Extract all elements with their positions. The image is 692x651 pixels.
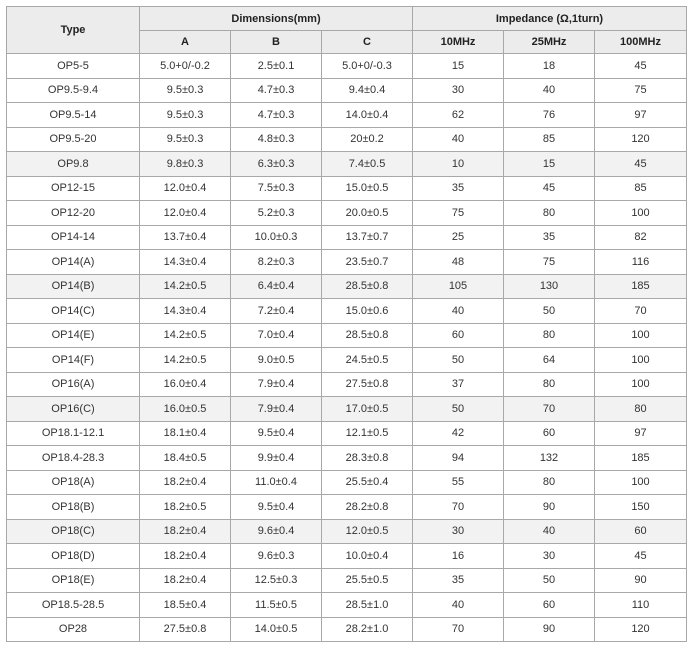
imp-25mhz-cell: 60 bbox=[504, 593, 595, 618]
table-row bbox=[7, 127, 687, 152]
imp-10mhz-cell: 94 bbox=[413, 446, 504, 471]
imp-10mhz-cell: 70 bbox=[413, 617, 504, 642]
dim-a-cell: 13.7±0.4 bbox=[140, 225, 231, 250]
imp-100mhz-cell: 70 bbox=[595, 299, 687, 324]
imp-25mhz-cell: 40 bbox=[504, 519, 595, 544]
table-header bbox=[7, 7, 687, 54]
header-dim-c: C bbox=[322, 31, 413, 54]
imp-100mhz-cell: 97 bbox=[595, 421, 687, 446]
dim-a-cell: 14.2±0.5 bbox=[140, 323, 231, 348]
spec-table-container bbox=[6, 6, 687, 642]
imp-100mhz-cell: 85 bbox=[595, 176, 687, 201]
imp-25mhz-cell: 76 bbox=[504, 103, 595, 128]
header-dim-b: B bbox=[231, 31, 322, 54]
table-row bbox=[7, 152, 687, 177]
imp-25mhz-cell: 50 bbox=[504, 299, 595, 324]
dim-b-cell: 9.0±0.5 bbox=[231, 348, 322, 373]
dim-a-cell: 18.2±0.4 bbox=[140, 519, 231, 544]
imp-10mhz-cell: 40 bbox=[413, 593, 504, 618]
dim-c-cell: 28.5±1.0 bbox=[322, 593, 413, 618]
table-row bbox=[7, 348, 687, 373]
imp-100mhz-cell: 100 bbox=[595, 323, 687, 348]
table-row bbox=[7, 470, 687, 495]
type-cell: OP14(B) bbox=[7, 274, 140, 299]
imp-25mhz-cell: 35 bbox=[504, 225, 595, 250]
dim-c-cell: 5.0+0/-0.3 bbox=[322, 54, 413, 79]
dim-a-cell: 9.8±0.3 bbox=[140, 152, 231, 177]
dim-a-cell: 12.0±0.4 bbox=[140, 176, 231, 201]
type-cell: OP18.4-28.3 bbox=[7, 446, 140, 471]
type-cell: OP14(C) bbox=[7, 299, 140, 324]
header-dimensions: Dimensions(mm) bbox=[140, 7, 413, 31]
imp-100mhz-cell: 60 bbox=[595, 519, 687, 544]
imp-100mhz-cell: 100 bbox=[595, 372, 687, 397]
imp-25mhz-cell: 80 bbox=[504, 323, 595, 348]
table-row bbox=[7, 495, 687, 520]
imp-25mhz-cell: 15 bbox=[504, 152, 595, 177]
type-cell: OP14-14 bbox=[7, 225, 140, 250]
dim-c-cell: 20±0.2 bbox=[322, 127, 413, 152]
type-cell: OP9.5-9.4 bbox=[7, 78, 140, 103]
table-row bbox=[7, 421, 687, 446]
dim-b-cell: 6.4±0.4 bbox=[231, 274, 322, 299]
imp-10mhz-cell: 16 bbox=[413, 544, 504, 569]
dim-c-cell: 25.5±0.4 bbox=[322, 470, 413, 495]
imp-10mhz-cell: 30 bbox=[413, 78, 504, 103]
dim-c-cell: 24.5±0.5 bbox=[322, 348, 413, 373]
imp-10mhz-cell: 30 bbox=[413, 519, 504, 544]
imp-100mhz-cell: 45 bbox=[595, 54, 687, 79]
dim-c-cell: 13.7±0.7 bbox=[322, 225, 413, 250]
type-cell: OP18(C) bbox=[7, 519, 140, 544]
type-cell: OP9.5-14 bbox=[7, 103, 140, 128]
dim-b-cell: 4.8±0.3 bbox=[231, 127, 322, 152]
dim-c-cell: 12.1±0.5 bbox=[322, 421, 413, 446]
imp-100mhz-cell: 185 bbox=[595, 274, 687, 299]
imp-25mhz-cell: 18 bbox=[504, 54, 595, 79]
imp-10mhz-cell: 50 bbox=[413, 348, 504, 373]
table-row bbox=[7, 103, 687, 128]
type-cell: OP14(E) bbox=[7, 323, 140, 348]
table-row bbox=[7, 176, 687, 201]
imp-25mhz-cell: 80 bbox=[504, 201, 595, 226]
header-imp-25mhz: 25MHz bbox=[504, 31, 595, 54]
imp-100mhz-cell: 97 bbox=[595, 103, 687, 128]
type-cell: OP12-15 bbox=[7, 176, 140, 201]
type-cell: OP12-20 bbox=[7, 201, 140, 226]
dim-a-cell: 5.0+0/-0.2 bbox=[140, 54, 231, 79]
imp-10mhz-cell: 10 bbox=[413, 152, 504, 177]
table-row bbox=[7, 568, 687, 593]
dim-c-cell: 28.3±0.8 bbox=[322, 446, 413, 471]
header-type: Type bbox=[7, 7, 140, 54]
dim-c-cell: 15.0±0.6 bbox=[322, 299, 413, 324]
type-cell: OP18.5-28.5 bbox=[7, 593, 140, 618]
dim-b-cell: 7.9±0.4 bbox=[231, 397, 322, 422]
dim-a-cell: 18.4±0.5 bbox=[140, 446, 231, 471]
type-cell: OP5-5 bbox=[7, 54, 140, 79]
dim-a-cell: 14.2±0.5 bbox=[140, 274, 231, 299]
table-row bbox=[7, 299, 687, 324]
imp-10mhz-cell: 15 bbox=[413, 54, 504, 79]
header-impedance: Impedance (Ω,1turn) bbox=[413, 7, 687, 31]
dim-b-cell: 7.5±0.3 bbox=[231, 176, 322, 201]
dim-b-cell: 10.0±0.3 bbox=[231, 225, 322, 250]
imp-25mhz-cell: 50 bbox=[504, 568, 595, 593]
table-row bbox=[7, 446, 687, 471]
imp-25mhz-cell: 75 bbox=[504, 250, 595, 275]
type-cell: OP28 bbox=[7, 617, 140, 642]
dim-c-cell: 27.5±0.8 bbox=[322, 372, 413, 397]
dim-a-cell: 18.2±0.4 bbox=[140, 470, 231, 495]
header-dim-a: A bbox=[140, 31, 231, 54]
type-cell: OP18(E) bbox=[7, 568, 140, 593]
imp-10mhz-cell: 40 bbox=[413, 127, 504, 152]
imp-25mhz-cell: 80 bbox=[504, 372, 595, 397]
table-row bbox=[7, 250, 687, 275]
dim-b-cell: 11.5±0.5 bbox=[231, 593, 322, 618]
type-cell: OP14(A) bbox=[7, 250, 140, 275]
table-row bbox=[7, 544, 687, 569]
dim-a-cell: 18.2±0.5 bbox=[140, 495, 231, 520]
imp-25mhz-cell: 85 bbox=[504, 127, 595, 152]
imp-25mhz-cell: 64 bbox=[504, 348, 595, 373]
table-row bbox=[7, 201, 687, 226]
imp-10mhz-cell: 37 bbox=[413, 372, 504, 397]
dim-a-cell: 27.5±0.8 bbox=[140, 617, 231, 642]
imp-10mhz-cell: 40 bbox=[413, 299, 504, 324]
dim-b-cell: 9.5±0.4 bbox=[231, 421, 322, 446]
dim-c-cell: 10.0±0.4 bbox=[322, 544, 413, 569]
imp-100mhz-cell: 75 bbox=[595, 78, 687, 103]
spec-table bbox=[6, 6, 687, 642]
table-row bbox=[7, 593, 687, 618]
table-row bbox=[7, 397, 687, 422]
dim-c-cell: 7.4±0.5 bbox=[322, 152, 413, 177]
dim-b-cell: 9.5±0.4 bbox=[231, 495, 322, 520]
dim-c-cell: 28.2±1.0 bbox=[322, 617, 413, 642]
imp-25mhz-cell: 132 bbox=[504, 446, 595, 471]
dim-b-cell: 7.0±0.4 bbox=[231, 323, 322, 348]
type-cell: OP9.8 bbox=[7, 152, 140, 177]
dim-c-cell: 9.4±0.4 bbox=[322, 78, 413, 103]
dim-b-cell: 14.0±0.5 bbox=[231, 617, 322, 642]
type-cell: OP18(A) bbox=[7, 470, 140, 495]
imp-25mhz-cell: 90 bbox=[504, 617, 595, 642]
dim-b-cell: 8.2±0.3 bbox=[231, 250, 322, 275]
dim-a-cell: 9.5±0.3 bbox=[140, 103, 231, 128]
imp-25mhz-cell: 80 bbox=[504, 470, 595, 495]
dim-c-cell: 20.0±0.5 bbox=[322, 201, 413, 226]
imp-25mhz-cell: 60 bbox=[504, 421, 595, 446]
dim-c-cell: 23.5±0.7 bbox=[322, 250, 413, 275]
dim-b-cell: 9.9±0.4 bbox=[231, 446, 322, 471]
table-row bbox=[7, 225, 687, 250]
type-cell: OP18.1-12.1 bbox=[7, 421, 140, 446]
type-cell: OP16(A) bbox=[7, 372, 140, 397]
imp-100mhz-cell: 120 bbox=[595, 127, 687, 152]
imp-100mhz-cell: 120 bbox=[595, 617, 687, 642]
imp-100mhz-cell: 110 bbox=[595, 593, 687, 618]
type-cell: OP14(F) bbox=[7, 348, 140, 373]
imp-25mhz-cell: 30 bbox=[504, 544, 595, 569]
dim-b-cell: 4.7±0.3 bbox=[231, 103, 322, 128]
imp-10mhz-cell: 35 bbox=[413, 176, 504, 201]
imp-10mhz-cell: 75 bbox=[413, 201, 504, 226]
dim-c-cell: 25.5±0.5 bbox=[322, 568, 413, 593]
imp-100mhz-cell: 150 bbox=[595, 495, 687, 520]
imp-10mhz-cell: 62 bbox=[413, 103, 504, 128]
dim-a-cell: 18.2±0.4 bbox=[140, 544, 231, 569]
dim-b-cell: 7.2±0.4 bbox=[231, 299, 322, 324]
header-imp-10mhz: 10MHz bbox=[413, 31, 504, 54]
imp-100mhz-cell: 185 bbox=[595, 446, 687, 471]
imp-100mhz-cell: 45 bbox=[595, 544, 687, 569]
table-body bbox=[7, 54, 687, 642]
table-row bbox=[7, 617, 687, 642]
dim-c-cell: 12.0±0.5 bbox=[322, 519, 413, 544]
imp-100mhz-cell: 100 bbox=[595, 348, 687, 373]
dim-a-cell: 14.3±0.4 bbox=[140, 299, 231, 324]
dim-a-cell: 9.5±0.3 bbox=[140, 127, 231, 152]
dim-b-cell: 9.6±0.3 bbox=[231, 544, 322, 569]
dim-a-cell: 16.0±0.4 bbox=[140, 372, 231, 397]
imp-10mhz-cell: 50 bbox=[413, 397, 504, 422]
table-row bbox=[7, 372, 687, 397]
imp-100mhz-cell: 116 bbox=[595, 250, 687, 275]
table-row bbox=[7, 54, 687, 79]
header-imp-100mhz: 100MHz bbox=[595, 31, 687, 54]
dim-b-cell: 9.6±0.4 bbox=[231, 519, 322, 544]
imp-10mhz-cell: 48 bbox=[413, 250, 504, 275]
dim-c-cell: 15.0±0.5 bbox=[322, 176, 413, 201]
imp-10mhz-cell: 55 bbox=[413, 470, 504, 495]
type-cell: OP18(B) bbox=[7, 495, 140, 520]
dim-a-cell: 18.5±0.4 bbox=[140, 593, 231, 618]
dim-b-cell: 5.2±0.3 bbox=[231, 201, 322, 226]
dim-a-cell: 9.5±0.3 bbox=[140, 78, 231, 103]
table-row bbox=[7, 519, 687, 544]
dim-c-cell: 14.0±0.4 bbox=[322, 103, 413, 128]
dim-b-cell: 11.0±0.4 bbox=[231, 470, 322, 495]
imp-100mhz-cell: 100 bbox=[595, 470, 687, 495]
imp-10mhz-cell: 70 bbox=[413, 495, 504, 520]
table-row bbox=[7, 274, 687, 299]
dim-b-cell: 7.9±0.4 bbox=[231, 372, 322, 397]
imp-10mhz-cell: 35 bbox=[413, 568, 504, 593]
imp-100mhz-cell: 80 bbox=[595, 397, 687, 422]
dim-a-cell: 18.2±0.4 bbox=[140, 568, 231, 593]
dim-a-cell: 16.0±0.5 bbox=[140, 397, 231, 422]
imp-25mhz-cell: 130 bbox=[504, 274, 595, 299]
imp-100mhz-cell: 45 bbox=[595, 152, 687, 177]
table-row bbox=[7, 323, 687, 348]
dim-c-cell: 28.5±0.8 bbox=[322, 274, 413, 299]
dim-c-cell: 28.2±0.8 bbox=[322, 495, 413, 520]
imp-10mhz-cell: 60 bbox=[413, 323, 504, 348]
type-cell: OP9.5-20 bbox=[7, 127, 140, 152]
dim-c-cell: 28.5±0.8 bbox=[322, 323, 413, 348]
imp-10mhz-cell: 42 bbox=[413, 421, 504, 446]
type-cell: OP16(C) bbox=[7, 397, 140, 422]
imp-25mhz-cell: 70 bbox=[504, 397, 595, 422]
dim-a-cell: 14.2±0.5 bbox=[140, 348, 231, 373]
type-cell: OP18(D) bbox=[7, 544, 140, 569]
dim-b-cell: 2.5±0.1 bbox=[231, 54, 322, 79]
imp-25mhz-cell: 90 bbox=[504, 495, 595, 520]
dim-c-cell: 17.0±0.5 bbox=[322, 397, 413, 422]
imp-25mhz-cell: 45 bbox=[504, 176, 595, 201]
imp-10mhz-cell: 105 bbox=[413, 274, 504, 299]
dim-b-cell: 6.3±0.3 bbox=[231, 152, 322, 177]
dim-a-cell: 18.1±0.4 bbox=[140, 421, 231, 446]
dim-a-cell: 12.0±0.4 bbox=[140, 201, 231, 226]
imp-100mhz-cell: 82 bbox=[595, 225, 687, 250]
imp-100mhz-cell: 100 bbox=[595, 201, 687, 226]
imp-25mhz-cell: 40 bbox=[504, 78, 595, 103]
dim-b-cell: 12.5±0.3 bbox=[231, 568, 322, 593]
dim-a-cell: 14.3±0.4 bbox=[140, 250, 231, 275]
table-row bbox=[7, 78, 687, 103]
imp-100mhz-cell: 90 bbox=[595, 568, 687, 593]
dim-b-cell: 4.7±0.3 bbox=[231, 78, 322, 103]
imp-10mhz-cell: 25 bbox=[413, 225, 504, 250]
